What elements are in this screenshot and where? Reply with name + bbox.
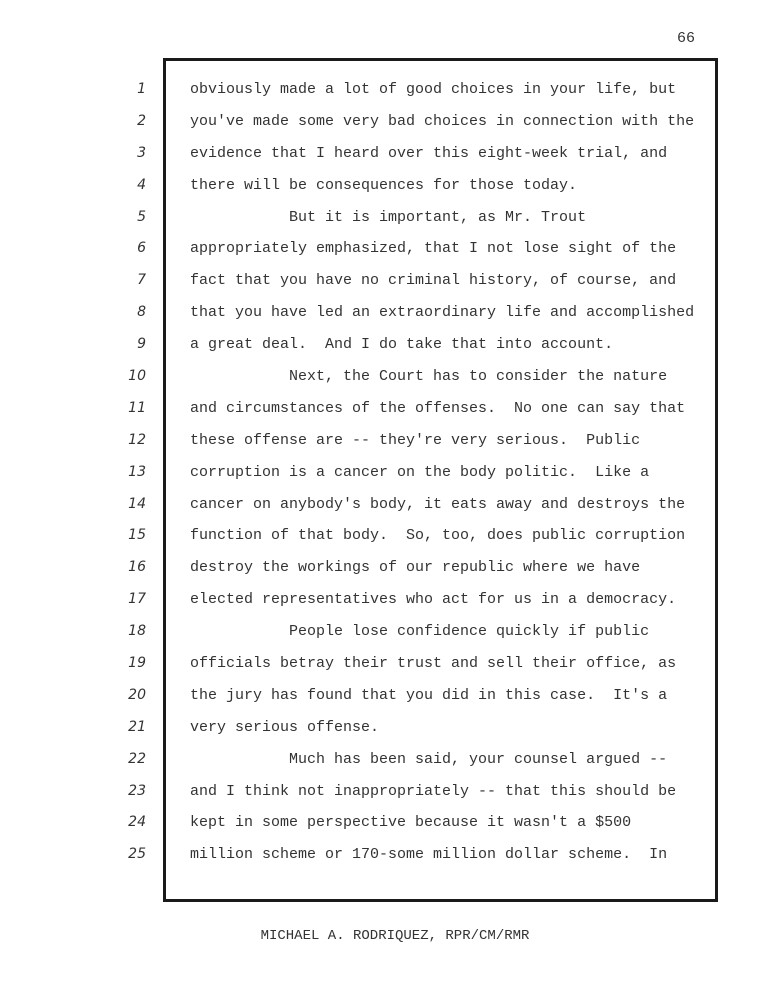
line-number: 22 xyxy=(128,750,146,767)
transcript-line: People lose confidence quickly if public xyxy=(190,623,650,641)
transcript-line: you've made some very bad choices in connection with the xyxy=(190,112,695,130)
transcript-line: obviously made a lot of good choices in your life, but xyxy=(190,81,677,98)
line-number: 15 xyxy=(128,527,146,544)
reporter-footer: MICHAEL A. RODRIQUEZ, RPR/CM/RMR xyxy=(260,928,530,944)
transcript-line: corruption is a cancer on the body politic. Like a xyxy=(190,463,650,481)
line-number: 9 xyxy=(137,336,146,353)
line-number: 25 xyxy=(128,846,146,863)
line-number: 21 xyxy=(128,718,146,735)
line-number-column xyxy=(100,74,146,871)
transcript-line: evidence that I heard over this eight-week trial, and xyxy=(190,144,668,162)
line-number: 4 xyxy=(137,176,146,193)
line-number: 13 xyxy=(128,463,146,480)
transcript-line: appropriately emphasized, that I not lose sight of the xyxy=(190,240,677,258)
page-number: 66 xyxy=(676,30,695,47)
transcript-line: there will be consequences for those today. xyxy=(190,176,578,194)
transcript-line: that you have led an extraordinary life and accomplished xyxy=(190,304,695,322)
line-number: 17 xyxy=(128,591,146,608)
transcript-line: and circumstances of the offenses. No one can say that xyxy=(190,399,686,417)
line-number: 14 xyxy=(128,495,146,512)
transcript-line: cancer on anybody's body, it eats away and destroys the xyxy=(190,495,686,513)
transcript-line: a great deal. And I do take that into account. xyxy=(190,336,614,354)
line-number: 12 xyxy=(128,431,146,448)
transcript-line: million scheme or 170-some million dollar scheme. In xyxy=(190,846,668,864)
line-number: 2 xyxy=(137,112,146,129)
line-number: 8 xyxy=(137,304,146,321)
transcript-line: kept in some perspective because it wasn't a $500 xyxy=(190,814,632,832)
transcript-line: Next, the Court has to consider the nature xyxy=(190,368,668,386)
line-number: 10 xyxy=(128,368,146,385)
transcript-line: elected representatives who act for us in a democracy. xyxy=(190,591,677,609)
transcript-line: these offense are -- they're very serious. Public xyxy=(190,431,641,449)
line-number: 24 xyxy=(128,814,146,831)
transcript-text xyxy=(190,74,710,871)
line-number: 20 xyxy=(128,686,146,703)
transcript-line: fact that you have no criminal history, of course, and xyxy=(190,272,677,290)
line-number: 16 xyxy=(128,559,146,576)
line-number: 11 xyxy=(128,399,146,416)
line-number: 19 xyxy=(128,655,146,672)
line-number: 6 xyxy=(137,240,146,257)
transcript-line: Much has been said, your counsel argued -- xyxy=(190,750,668,768)
transcript-line: very serious offense. xyxy=(190,718,380,736)
transcript-line: the jury has found that you did in this case. It's a xyxy=(190,686,668,704)
transcript-line: officials betray their trust and sell their office, as xyxy=(190,655,677,673)
line-number: 7 xyxy=(137,272,146,289)
line-number: 23 xyxy=(128,782,146,799)
transcript-line: But it is important, as Mr. Trout xyxy=(190,208,587,226)
line-number: 5 xyxy=(137,208,146,225)
line-number: 18 xyxy=(128,623,146,640)
transcript-line: function of that body. So, too, does public corruption xyxy=(190,527,686,545)
transcript-line: and I think not inappropriately -- that this should be xyxy=(190,782,677,800)
line-number: 3 xyxy=(137,144,146,161)
line-number: 1 xyxy=(137,81,146,97)
transcript-line: destroy the workings of our republic where we have xyxy=(190,559,641,577)
